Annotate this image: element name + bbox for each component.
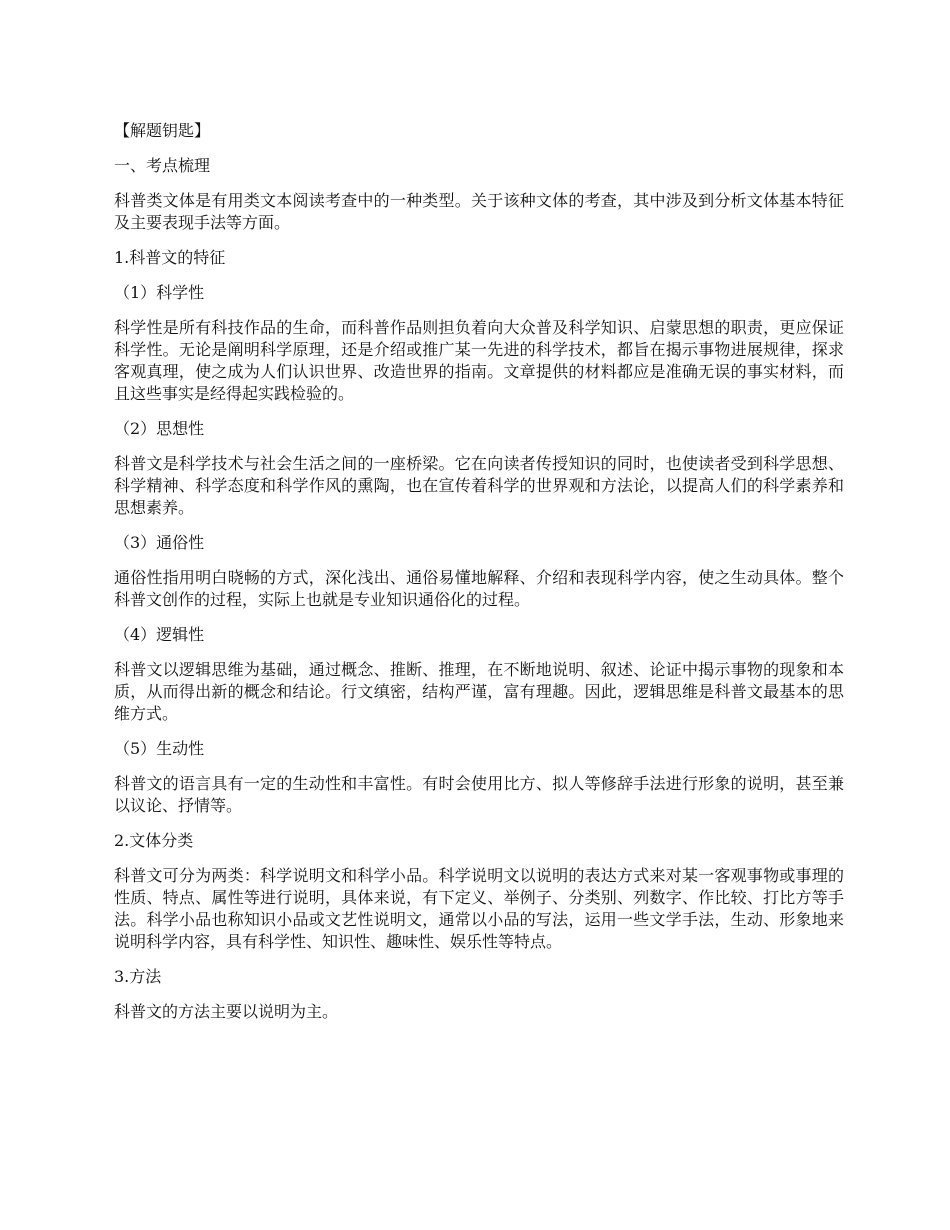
feature-text-ideological: 科普文是科学技术与社会生活之间的一座桥梁。它在向读者传授知识的同时，也使读者受到科学思想、科学精神、科学态度和科学作风的熏陶，也在宣传着科学的世界观和方法论，以提高人们的科学素养和思想素养。	[114, 454, 844, 517]
intro-paragraph: 科普类文体是有用类文本阅读考查中的一种类型。关于该种文体的考查，其中涉及到分析文体基本特征及主要表现手法等方面。	[114, 191, 844, 232]
feature-text-logical: 科普文以逻辑思维为基础，通过概念、推断、推理，在不断地说明、叙述、论证中揭示事物的现象和本质，从而得出新的概念和结论。行文缜密，结构严谨，富有理趣。因此，逻辑思维是科普文最基本的思维方式。	[114, 660, 844, 723]
feature-text-popular: 通俗性指用明白晓畅的方式，深化浅出、通俗易懂地解释、介绍和表现科学内容，使之生动具体。整个科普文创作的过程，实际上也就是专业知识通俗化的过程。	[114, 568, 844, 609]
section-title-exam-points: 一、考点梳理	[114, 156, 211, 175]
feature-text-vivid: 科普文的语言具有一定的生动性和丰富性。有时会使用比方、拟人等修辞手法进行形象的说明，甚至兼以议论、抒情等。	[114, 774, 844, 815]
method-paragraph: 科普文的方法主要以说明为主。	[114, 1002, 339, 1021]
feature-text-scientific: 科学性是所有科技作品的生命，而科普作品则担负着向大众普及科学知识、启蒙思想的职责，更应保证科学性。无论是阐明科学原理，还是介绍或推广某一先进的科学技术，都旨在揭示事物进展规律，探求客观真理，使之成为人们认识世界、改造世界的指南。文章提供的材料都应是准确无误的事实材料，而且这些事实是经得起实践检验的。	[114, 318, 844, 403]
feature-title-vivid: （5）生动性	[114, 739, 205, 758]
method-title: 3.方法	[114, 967, 162, 986]
feature-title-ideological: （2）思想性	[114, 419, 205, 438]
document-body	[114, 120, 844, 1036]
classification-paragraph: 科普文可分为两类：科学说明文和科学小品。科学说明文以说明的表达方式来对某一客观事物或事理的性质、特点、属性等进行说明，具体来说，有下定义、举例子、分类别、列数字、作比较、打比方等手法。科学小品也称知识小品或文艺性说明文，通常以小品的写法，运用一些文学手法，生动、形象地来说明科学内容，具有科学性、知识性、趣味性、娱乐性等特点。	[114, 866, 844, 951]
feature-title-popular: （3）通俗性	[114, 533, 205, 552]
feature-title-scientific: （1）科学性	[114, 283, 205, 302]
answer-key-header: 【解题钥匙】	[114, 121, 211, 140]
feature-title-logical: （4）逻辑性	[114, 625, 205, 644]
classification-title: 2.文体分类	[114, 831, 194, 850]
features-title: 1.科普文的特征	[114, 248, 226, 267]
